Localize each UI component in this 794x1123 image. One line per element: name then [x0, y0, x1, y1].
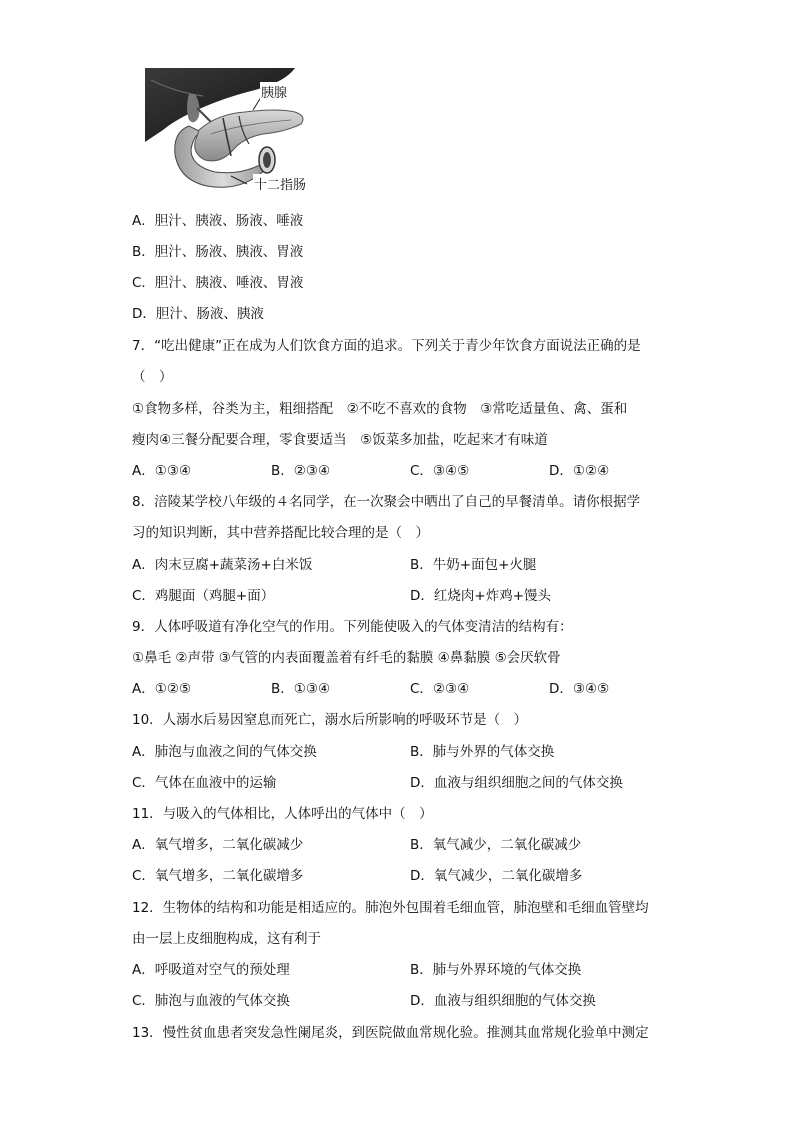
q6-option-b: B．胆汁、肠液、胰液、胃液 [132, 244, 304, 260]
q8-stem-line1: 8．涪陵某学校八年级的４名同学，在一次聚会中晒出了自己的早餐清单。请你根据学 [132, 494, 641, 510]
q7-items-line2: 瘦肉④三餐分配要合理，零食要适当 ⑤饭菜多加盐，吃起来才有味道 [132, 432, 548, 448]
q7-option-a: A．①③④ [132, 463, 192, 479]
q7-option-b: B．②③④ [271, 463, 331, 479]
q10-option-d: D．血液与组织细胞之间的气体交换 [410, 775, 623, 791]
q8-option-b: B．牛奶+面包+火腿 [410, 557, 537, 573]
q7-stem-line2: （ ） [132, 369, 173, 385]
q7-items-line1: ①食物多样，谷类为主，粗细搭配 ②不吃不喜欢的食物 ③常吃适量鱼、禽、蛋和 [132, 401, 628, 417]
q6-option-c: C．胆汁、胰液、唾液、胃液 [132, 275, 304, 291]
q10-option-c: C．气体在血液中的运输 [132, 775, 277, 791]
q11-option-c: C．氧气增多，二氧化碳增多 [132, 868, 304, 884]
q6-option-d: D．胆汁、肠液、胰液 [132, 306, 264, 322]
q6-option-a: A．胆汁、胰液、肠液、唾液 [132, 213, 304, 229]
duodenum-label: 十二指肠 [253, 174, 307, 193]
pancreas-label: 胰腺 [260, 82, 288, 101]
q8-option-c: C．鸡腿面（鸡腿+面） [132, 588, 275, 604]
q11-option-b: B．氧气减少，二氧化碳减少 [410, 837, 582, 853]
q12-option-c: C．肺泡与血液的气体交换 [132, 993, 290, 1009]
q9-items: ①鼻毛 ②声带 ③气管的内表面覆盖着有纤毛的黏膜 ④鼻黏膜 ⑤会厌软骨 [132, 650, 561, 666]
q8-stem-line2: 习的知识判断，其中营养搭配比较合理的是（ ） [132, 525, 429, 541]
q10-option-b: B．肺与外界的气体交换 [410, 744, 555, 760]
q11-option-a: A．氧气增多，二氧化碳减少 [132, 837, 304, 853]
q9-option-a: A．①②⑤ [132, 681, 192, 697]
q12-option-a: A．呼吸道对空气的预处理 [132, 962, 290, 978]
q9-stem: 9．人体呼吸道有净化空气的作用。下列能使吸入的气体变清洁的结构有： [132, 619, 573, 635]
q9-option-c: C．②③④ [410, 681, 470, 697]
q12-stem-line2: 由一层上皮细胞构成，这有利于 [132, 931, 321, 947]
q11-stem: 11．与吸入的气体相比，人体呼出的气体中（ ） [132, 806, 433, 822]
q12-option-d: D．血液与组织细胞的气体交换 [410, 993, 596, 1009]
q12-option-b: B．肺与外界环境的气体交换 [410, 962, 582, 978]
q9-option-d: D．③④⑤ [549, 681, 610, 697]
q8-option-d: D．红烧肉+炸鸡+馒头 [410, 588, 552, 604]
q10-stem: 10．人溺水后易因窒息而死亡，溺水后所影响的呼吸环节是（ ） [132, 712, 528, 728]
q7-stem-line1: 7．“吃出健康”正在成为人们饮食方面的追求。下列关于青少年饮食方面说法正确的是 [132, 338, 641, 354]
q10-option-a: A．肺泡与血液之间的气体交换 [132, 744, 317, 760]
q7-option-c: C．③④⑤ [410, 463, 470, 479]
q12-stem-line1: 12．生物体的结构和功能是相适应的。肺泡外包围着毛细血管，肺泡壁和毛细血管壁均 [132, 900, 649, 916]
q11-option-d: D．氧气减少，二氧化碳增多 [410, 868, 583, 884]
q13-stem-line1: 13．慢性贫血患者突发急性阑尾炎，到医院做血常规化验。推测其血常规化验单中测定 [132, 1025, 649, 1041]
q7-option-d: D．①②④ [549, 463, 610, 479]
digestive-organs-figure [145, 68, 310, 195]
q9-option-b: B．①③④ [271, 681, 331, 697]
q8-option-a: A．肉末豆腐+蔬菜汤+白米饭 [132, 557, 313, 573]
